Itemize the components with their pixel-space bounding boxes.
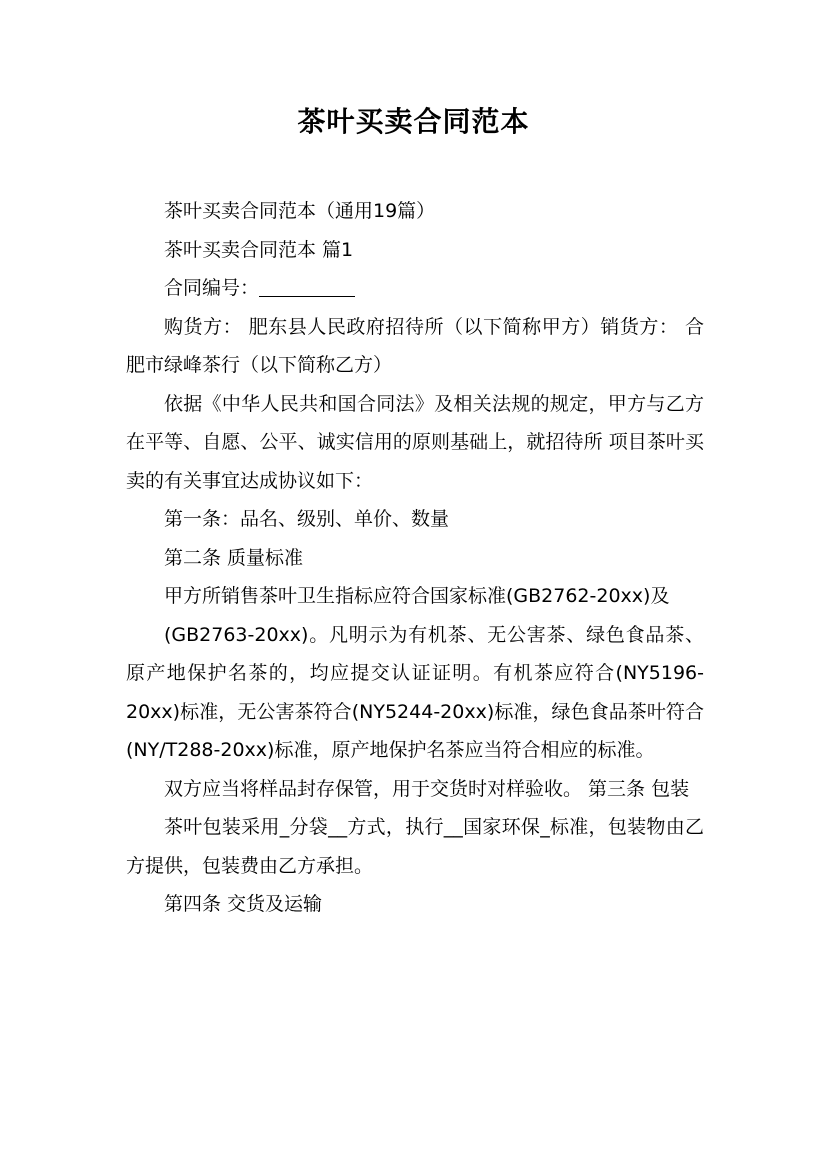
paragraph-samples: 双方应当将样品封存保管，用于交货时对样验收。 第三条 包装 [164,777,690,800]
contract-number-blank [259,276,355,297]
paragraph-hygiene-standard: 甲方所销售茶叶卫生指标应符合国家标准(GB2762-20xx)及 [164,585,670,607]
paragraph-subtitle: 茶叶买卖合同范本（通用19篇） [164,200,436,222]
paragraph-packaging: 茶叶包装采用_分袋__方式，执行__国家环保_标准，包装物由乙方提供，包装费由乙方承担。 [126,816,704,877]
paragraph-article-1: 第一条：品名、级别、单价、数量 [164,508,450,530]
paragraph-article-2: 第二条 质量标准 [164,546,304,569]
paragraph-contract-number [126,269,704,308]
paragraph-basis: 依据《中华人民共和国合同法》及相关法规的规定，甲方与乙方在平等、自愿、公平、诚实信用的原则基础上，就招待所 项目茶叶买卖的有关事宜达成协议如下： [126,392,704,492]
document-body [126,192,704,924]
contract-number-label: 合同编号： [164,277,260,299]
paragraph-article-4: 第四条 交货及运输 [164,893,323,915]
paragraph-certification: (GB2763-20xx)。凡明示为有机茶、无公害茶、绿色食品茶、原产地保护名茶的，均应提交认证证明。有机茶应符合(NY5196-20xx)标准，无公害茶符合(NY5244-20xx)标准，绿色食品茶叶符合(NY/T288-20xx)标准，原产地保护名茶应当符合相应的标准。 [126,623,704,761]
paragraph-section-heading: 茶叶买卖合同范本 篇1 [164,238,354,261]
document-title: 茶叶买卖合同范本 [297,105,530,138]
paragraph-parties: 购货方： 肥东县人民政府招待所（以下简称甲方）销货方： 合肥市绿峰茶行（以下简称乙方） [126,315,704,376]
